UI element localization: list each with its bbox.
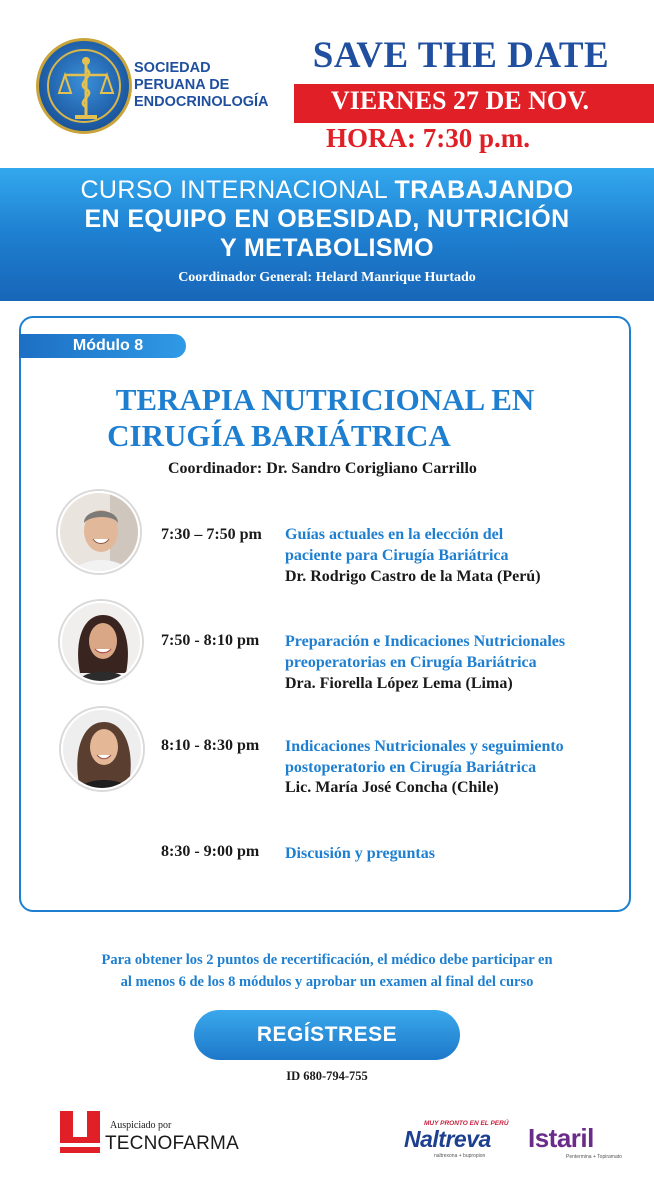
slot-time: 8:10 - 8:30 pm [161, 737, 260, 754]
naltreva-tagline: MUY PRONTO EN EL PERÚ [424, 1120, 509, 1127]
slot-speaker: Dr. Rodrigo Castro de la Mata (Perú) [285, 568, 541, 585]
society-name: SOCIEDAD PERUANA DE ENDOCRINOLOGÍA [134, 60, 269, 110]
slot-time: 7:50 - 8:10 pm [161, 632, 260, 649]
slot-topic: Indicaciones Nutricionales y seguimiento postoperatorio en Cirugía Bariátrica [285, 738, 564, 776]
general-coordinator: Coordinador General: Helard Manrique Hurtado [178, 270, 476, 285]
save-the-date-heading: SAVE THE DATE [312, 35, 610, 76]
course-title: CURSO INTERNACIONAL TRABAJANDO EN EQUIPO EN OBESIDAD, NUTRICIÓN Y METABOLISMO [80, 176, 574, 262]
sponsor-name: TECNOFARMA [105, 1133, 239, 1154]
speaker-photo-1 [58, 491, 140, 573]
slot-topic: Guías actuales en la elección del paciente para Cirugía Bariátrica [285, 526, 509, 564]
tecnofarma-logo-icon [60, 1111, 100, 1153]
recertification-notice: Para obtener los 2 puntos de recertificación, el médico debe participar en al menos 6 de los 8 módulos y aprobar un examen al final del curso [101, 952, 553, 990]
istaril-logo: Istaril [528, 1123, 594, 1153]
naltreva-subtitle: naltrexona + bupropion [434, 1153, 486, 1159]
module-coordinator: Coordinador: Dr. Sandro Corigliano Carrillo [168, 460, 477, 477]
speaker-photo-2 [60, 601, 142, 683]
slot-speaker: Lic. María José Concha (Chile) [285, 779, 499, 796]
speaker-photo-3 [61, 708, 143, 790]
meeting-id: ID 680-794-755 [286, 1069, 368, 1083]
istaril-subtitle: Pentermina + Topiramato [566, 1154, 622, 1160]
society-logo-seal [36, 38, 132, 134]
slot-time: 7:30 – 7:50 pm [161, 526, 262, 543]
slot-time: 8:30 - 9:00 pm [161, 843, 260, 860]
register-button[interactable]: REGÍSTRESE [194, 1010, 460, 1060]
module-title: TERAPIA NUTRICIONAL EN CIRUGÍA BARIÁTRICA [107, 382, 535, 453]
caduceus-icon [39, 41, 135, 137]
sponsor-caption: Auspiciado por [110, 1120, 172, 1131]
slot-topic: Discusión y preguntas [285, 845, 435, 862]
naltreva-logo: Naltreva [404, 1126, 491, 1152]
slot-speaker: Dra. Fiorella López Lema (Lima) [285, 675, 513, 692]
slot-topic: Preparación e Indicaciones Nutricionales preoperatorias en Cirugía Bariátrica [285, 633, 566, 671]
module-label: Módulo 8 [72, 337, 144, 354]
event-hour: HORA: 7:30 p.m. [326, 123, 530, 153]
event-date: VIERNES 27 DE NOV. [330, 86, 590, 115]
